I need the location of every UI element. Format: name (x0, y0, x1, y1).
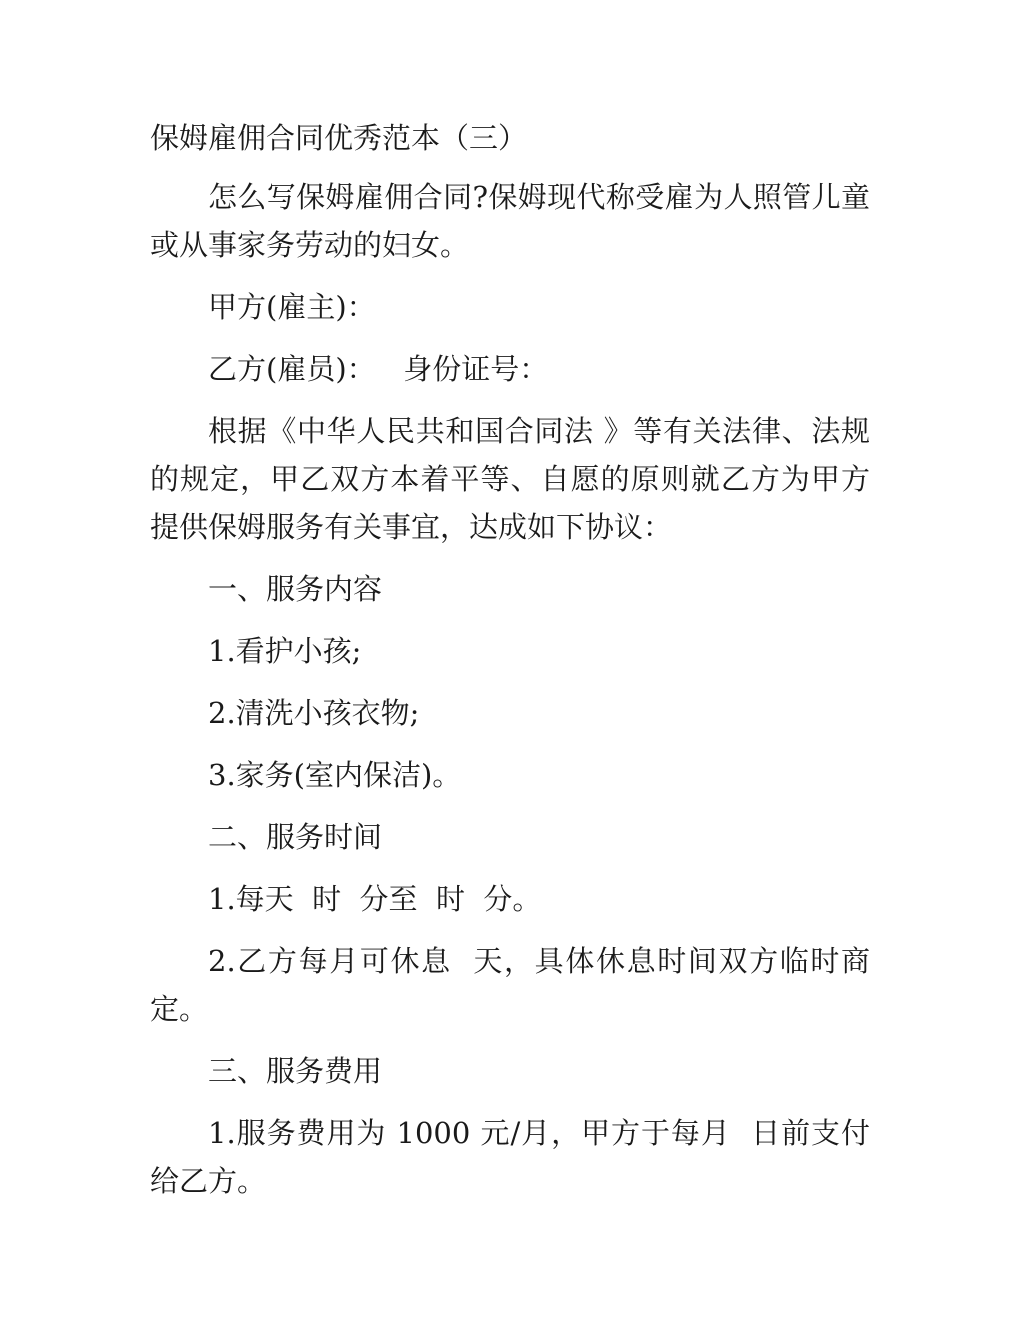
party-a-line: 甲方(雇主)： (208, 290, 376, 324)
intro-paragraph: 怎么写保姆雇佣合同?保姆现代称受雇为人照管儿童或从事家务劳动的妇女。 (150, 180, 870, 262)
section-heading-service-time: 二、服务时间 (208, 820, 383, 854)
document-title: 保姆雇佣合同优秀范本（三） (150, 121, 528, 155)
section-heading-service-content: 一、服务内容 (208, 572, 383, 606)
preamble-paragraph: 根据《中华人民共和国合同法 》等有关法律、法规的规定，甲乙双方本着平等、自愿的原则就乙方为甲方提供保姆服务有关事宜，达成如下协议： (150, 414, 870, 544)
list-item: 1.服务费用为 1000 元/月，甲方于每月 日前支付给乙方。 (150, 1116, 870, 1198)
list-item: 1.每天 时 分至 时 分。 (208, 882, 542, 916)
list-item: 2.清洗小孩衣物; (208, 696, 420, 730)
list-item: 1.看护小孩; (208, 634, 362, 668)
list-item: 3.家务(室内保洁)。 (208, 758, 462, 792)
section-heading-service-fee: 三、服务费用 (208, 1054, 383, 1088)
party-b-line: 乙方(雇员)： 身份证号： (208, 352, 549, 386)
list-item: 2.乙方每月可休息 天，具体休息时间双方临时商定。 (150, 944, 870, 1026)
